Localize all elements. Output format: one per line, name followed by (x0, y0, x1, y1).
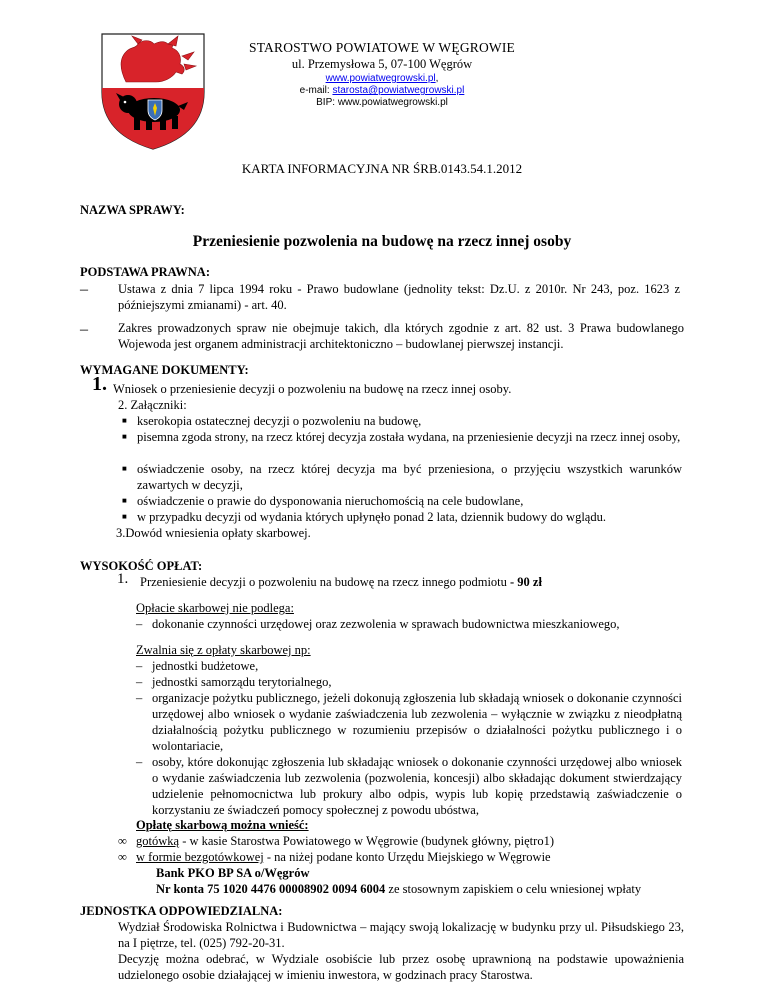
exempt-heading-text: Opłacie skarbowej nie podlega: (136, 601, 294, 615)
responsible-unit-heading: JEDNOSTKA ODPOWIEDZIALNA: (80, 904, 283, 918)
legal-basis-heading: PODSTAWA PRAWNA: (80, 265, 210, 279)
dash-icon: – (136, 755, 143, 769)
waived-heading (136, 642, 311, 658)
card-number: KARTA INFORMACYJNA NR ŚRB.0143.54.1.2012 (241, 161, 523, 176)
bullet-square-icon: ■ (122, 496, 127, 505)
payment-transfer (136, 849, 551, 865)
attachment-item: oświadczenie o prawie do dysponowania nieruchomością na cele budowlane, (137, 494, 524, 508)
collection-info-text: Decyzję można odebrać, w Wydziale osobiście lub przez osobę uprawnioną na podstawie upoważnienia udzielonego osobie działającej w imieniu inwestora, w godzinach pracy Starostwa. (118, 952, 684, 982)
payment-cash-label: gotówką (136, 834, 180, 848)
fee-item (140, 574, 542, 590)
legal-basis-dash: – (80, 281, 88, 298)
dash-icon: – (136, 659, 143, 673)
attachment-item: oświadczenie osoby, na rzecz której decyzja ma być przeniesiona, o przyjęciu wszystkich warunków zawartych w decyzji, (137, 462, 682, 492)
office-address: ul. Przemysłowa 5, 07-100 Węgrów (291, 57, 473, 71)
fee-description: Przeniesienie decyzji o pozwoleniu na budowę na rzecz innego podmiotu (140, 575, 511, 589)
bank-name: Bank PKO BP SA o/Węgrów (156, 866, 310, 880)
payment-transfer-label: w formie bezgotówkowej (136, 850, 264, 864)
payment-cash-detail: - w kasie Starostwa Powiatowego w Węgrowie (budynek główny, piętro1) (179, 834, 554, 848)
legal-basis-item: Ustawa z dnia 7 lipca 1994 roku - Prawo budowlane (jednolity tekst: Dz.U. z 2010r. Nr 243, poz. 1623 z późniejszymi zmianami) - art. 40. (118, 282, 680, 312)
email-line (160, 85, 604, 96)
email-link[interactable]: starosta@powiatwegrowski.pl (332, 85, 465, 96)
account-number: Nr konta 75 1020 4476 00008902 0094 6004 (156, 882, 386, 896)
website-suffix: , (435, 73, 439, 84)
fees-heading: WYSOKOŚĆ OPŁAT: (80, 559, 203, 573)
infinity-bullet-icon: ∞ (118, 850, 127, 864)
bullet-square-icon: ■ (122, 464, 127, 473)
document-item: Wniosek o przeniesienie decyzji o pozwoleniu na budowę na rzecz innej osoby. (113, 382, 512, 396)
payment-cash (136, 833, 554, 849)
legal-basis-item: Zakres prowadzonych spraw nie obejmuje takich, dla których zgodnie z art. 82 ust. 3 Prawa budowlanego Wojewoda jest organem administracji architektoniczno – budowlanej pierwszej instancji. (118, 321, 684, 351)
dash-icon: – (136, 675, 143, 689)
bank-account (156, 881, 641, 897)
waived-heading-text: Zwalnia się z opłaty skarbowej np: (136, 643, 311, 657)
waived-item: organizacje pożytku publicznego, jeżeli dokonują zgłoszenia lub składają wniosek o dokonanie czynności urzędowej albo wniosek o wydanie zaświadczenia lub zezwolenia – wyłącznie w związku z nieodpłatną działalnością pożytku publicznego w rozumieniu przepisów o działalności pożytku publicznego i o wolontariacie, (152, 691, 682, 753)
documents-heading: WYMAGANE DOKUMENTY: (80, 363, 249, 377)
attachment-item: pisemna zgoda strony, na rzecz której decyzja została wydana, na przeniesienie decyzji na rzecz innej osoby, (137, 430, 681, 444)
bullet-square-icon: ■ (122, 512, 127, 521)
case-name-heading: NAZWA SPRAWY: (80, 203, 185, 217)
website-link[interactable]: www.powiatwegrowski.pl (325, 73, 436, 84)
account-note: ze stosownym zapiskiem o celu wniesionej wpłaty (385, 882, 642, 896)
bullet-square-icon: ■ (122, 432, 127, 441)
waived-item: jednostki samorządu terytorialnego, (152, 675, 332, 689)
attachment-item: w przypadku decyzji od wydania których upłynęło ponad 2 lata, dziennik budowy do wglądu. (137, 510, 606, 524)
legal-basis-dash: – (80, 321, 88, 338)
fee-number: 1. (117, 571, 129, 587)
waived-item: jednostki budżetowe, (152, 659, 259, 673)
case-title: Przeniesienie pozwolenia na budowę na rzecz innej osoby (192, 233, 572, 250)
exempt-item: dokonanie czynności urzędowej oraz zezwolenia w sprawach budownictwa mieszkaniowego, (152, 617, 620, 631)
payment-transfer-detail: - na niżej podane konto Urzędu Miejskiego w Węgrowie (263, 850, 551, 864)
payment-heading (136, 817, 309, 833)
dash-icon: – (136, 691, 143, 705)
fee-amount: - 90 zł (510, 575, 542, 589)
bip-line: BIP: www.powiatwegrowski.pl (316, 97, 448, 108)
attachments-label: 2. Załączniki: (118, 398, 187, 412)
office-name: STAROSTWO POWIATOWE W WĘGROWIE (248, 40, 516, 55)
website-line (160, 73, 604, 84)
responsible-unit-text: Wydział Środowiska Rolnictwa i Budownictwa – mający swoją lokalizację w budynku przy ul. Piłsudskiego 23, na I piętrze, tel. (025) 792-20-31. (118, 920, 684, 950)
waived-item: osoby, które dokonując zgłoszenia lub składając wniosek o dokonanie czynności urzędowej albo wniosek o wydanie zaświadczenia lub zezwolenia (pozwolenia, koncesji) albo składając dokument stwierdzający udzielenie pełnomocnictwa lub prokury albo odpis, wypis lub kopię przedstawią zaświadczenie o korzystaniu ze świadczeń pomocy społecznej z powodu ubóstwa, (152, 755, 682, 817)
infinity-bullet-icon: ∞ (118, 834, 127, 848)
document-item: 3.Dowód wniesienia opłaty skarbowej. (116, 526, 311, 540)
bullet-square-icon: ■ (122, 416, 127, 425)
document-number: 1. (92, 373, 107, 395)
dash-icon: – (136, 617, 143, 631)
payment-heading-text: Opłatę skarbową można wnieść: (136, 818, 309, 832)
attachment-item: kserokopia ostatecznej decyzji o pozwoleniu na budowę, (137, 414, 422, 428)
email-label: e-mail: (299, 85, 333, 96)
exempt-heading (136, 600, 294, 616)
